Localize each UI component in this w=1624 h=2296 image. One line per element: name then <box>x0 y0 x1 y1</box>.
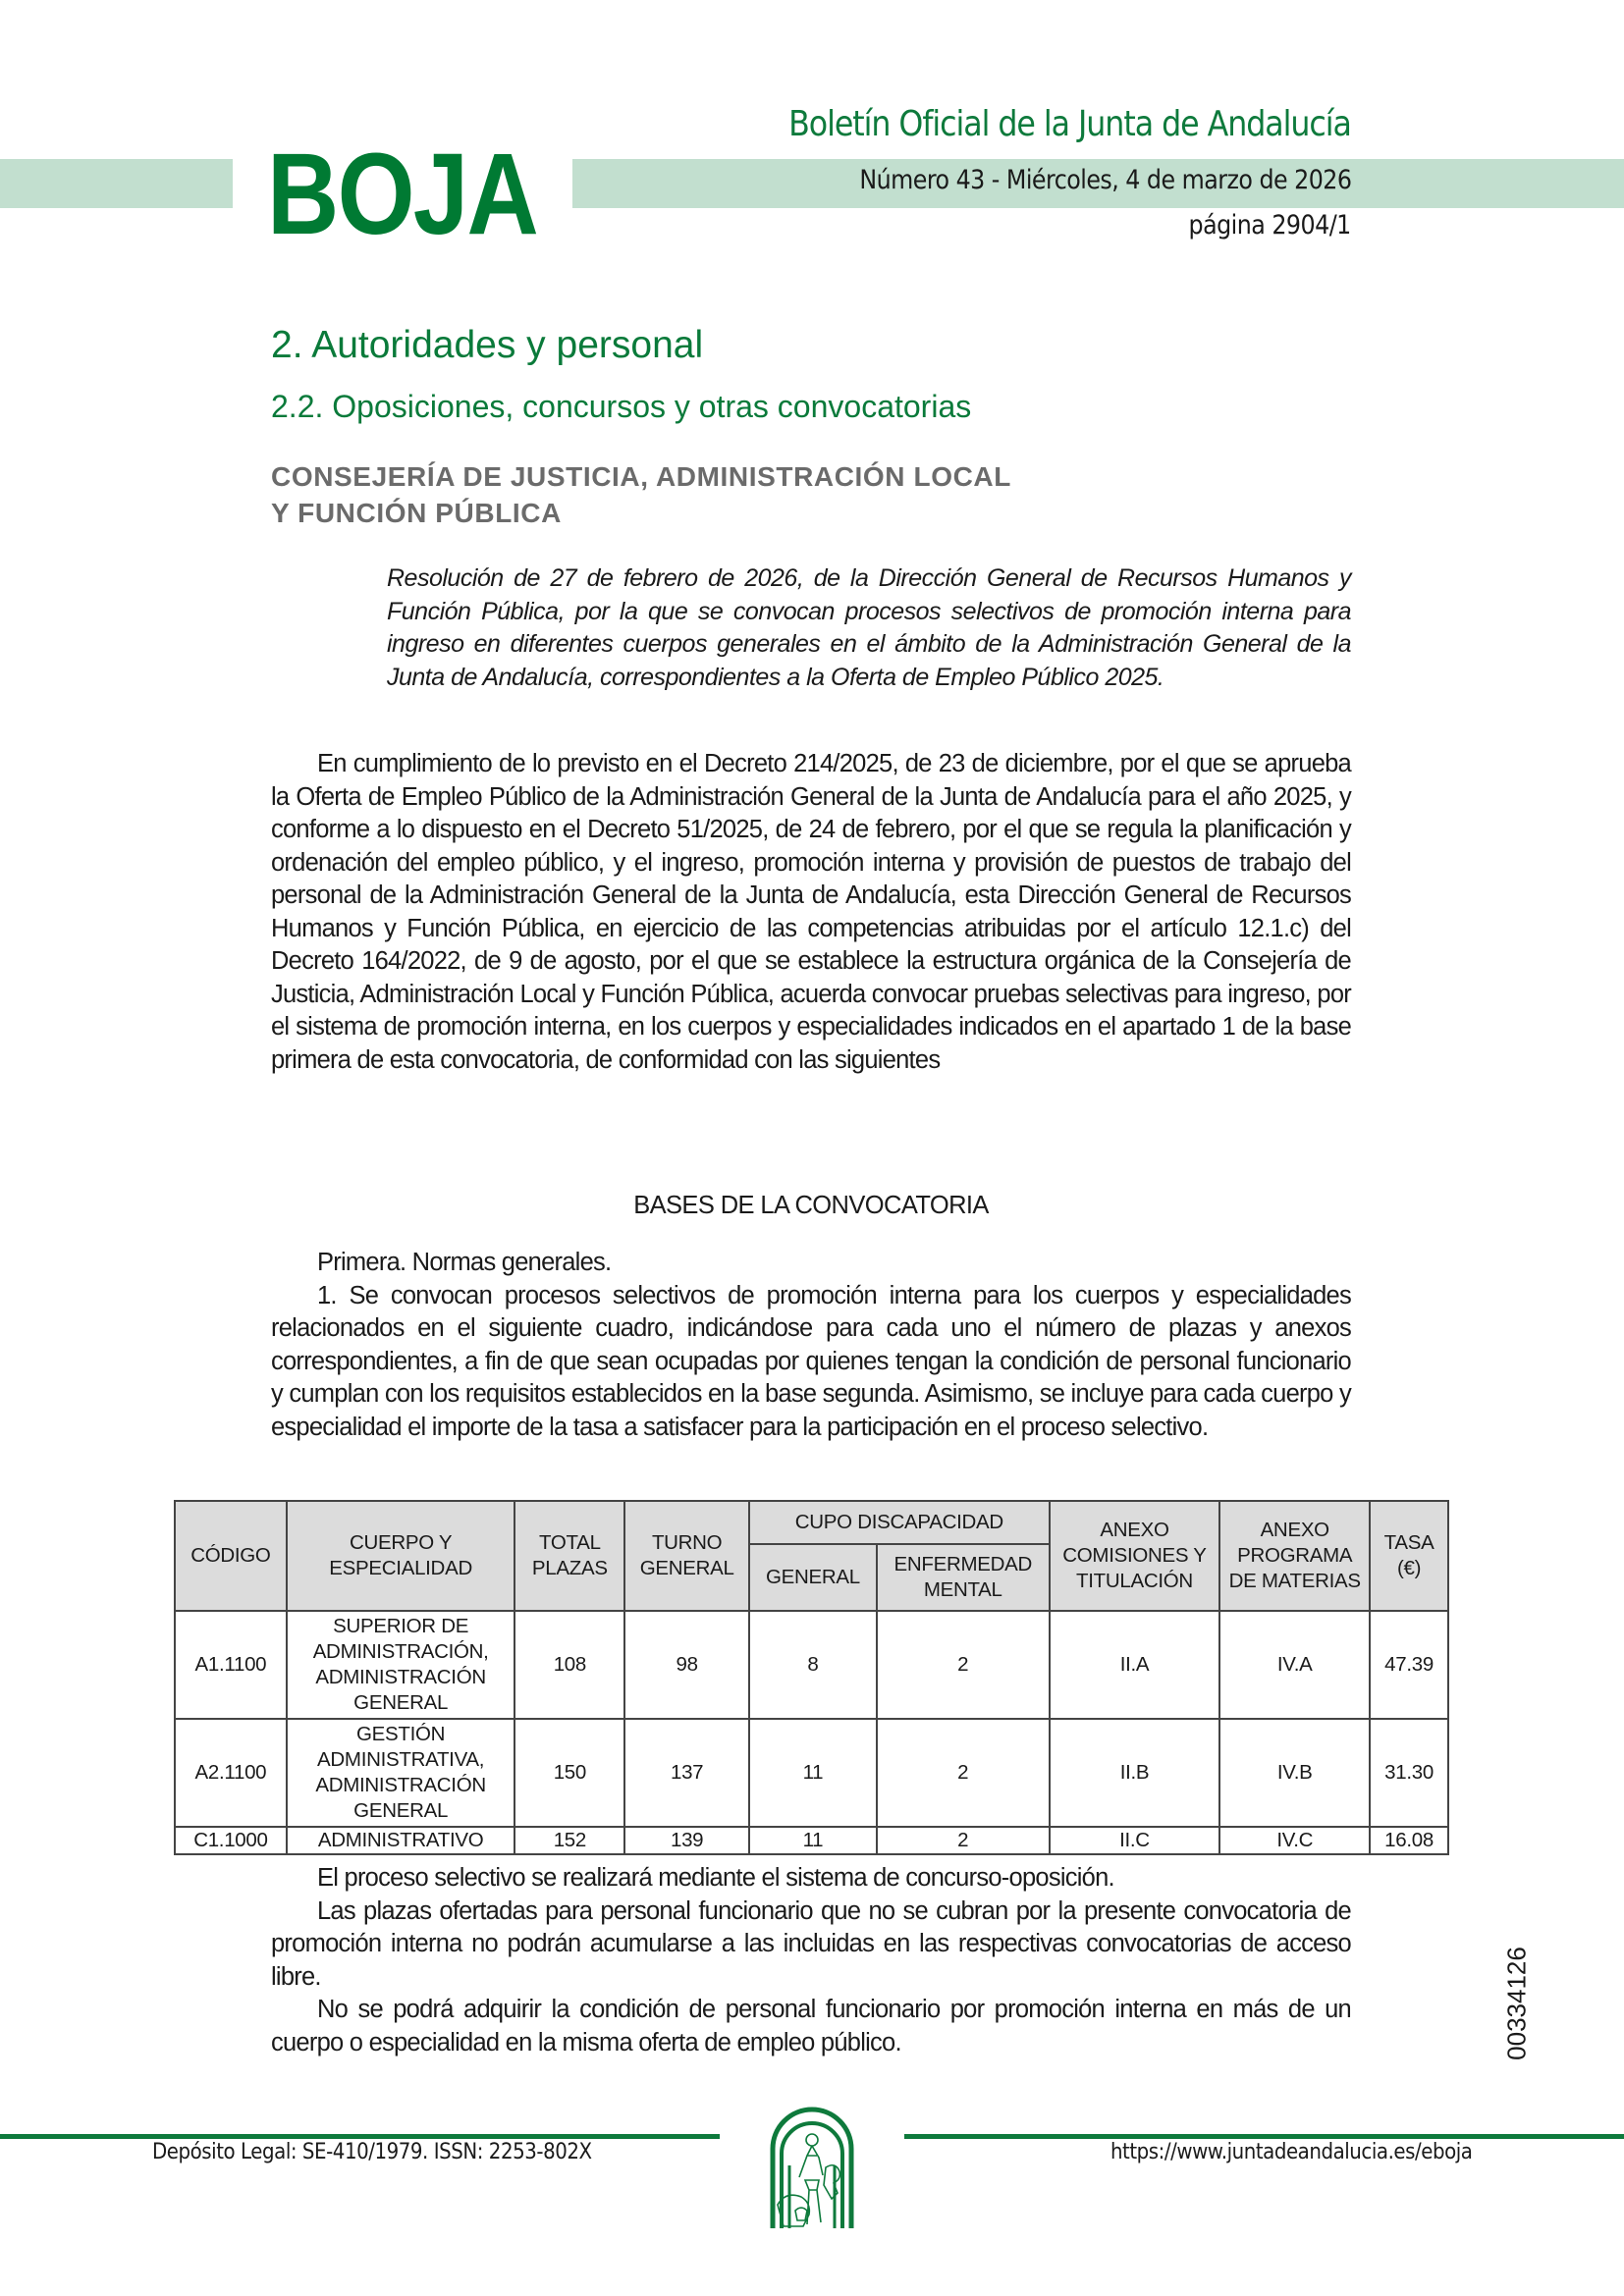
department-heading <box>271 458 1011 531</box>
cell-total: 108 <box>514 1611 624 1719</box>
cell-total: 152 <box>514 1827 624 1854</box>
cell-anexo-comisiones: II.C <box>1050 1827 1220 1854</box>
bases-title: BASES DE LA CONVOCATORIA <box>633 1192 989 1219</box>
cell-tasa: 31.30 <box>1370 1719 1448 1827</box>
cell-turno: 98 <box>624 1611 749 1719</box>
junta-andalucia-emblem-icon <box>770 2107 854 2228</box>
cell-cupo-general: 11 <box>749 1719 877 1827</box>
cell-cupo-enfermedad: 2 <box>877 1611 1050 1719</box>
after-table-block <box>271 1862 1351 2059</box>
cell-cuerpo: SUPERIOR DE ADMINISTRACIÓN, ADMINISTRACIÓN GENERAL <box>287 1611 515 1719</box>
after-table-paragraph-1: El proceso selectivo se realizará mediante el sistema de concurso-oposición. <box>317 1864 1114 1892</box>
page-number: página 2904/1 <box>1188 210 1351 240</box>
table-row <box>175 1719 1448 1827</box>
cell-total: 150 <box>514 1719 624 1827</box>
header-cuerpo: CUERPO Y ESPECIALIDAD <box>287 1501 515 1611</box>
cell-anexo-comisiones: II.B <box>1050 1719 1220 1827</box>
cell-cupo-general: 11 <box>749 1827 877 1854</box>
preamble-block <box>271 748 1351 1077</box>
header-cupo-general: GENERAL <box>749 1544 877 1611</box>
publication-title: Boletín Oficial de la Junta de Andalucía <box>788 104 1351 144</box>
header-anexo-programa: ANEXO PROGRAMA DE MATERIAS <box>1219 1501 1370 1611</box>
cell-turno: 139 <box>624 1827 749 1854</box>
footer-rule-left <box>0 2134 720 2139</box>
section-title: 2. Autoridades y personal <box>271 324 704 366</box>
header-total-plazas: TOTAL PLAZAS <box>514 1501 624 1611</box>
header-band-left <box>0 159 233 208</box>
header-tasa: TASA (€) <box>1370 1501 1448 1611</box>
issue-number-date: Número 43 - Miércoles, 4 de marzo de 2026 <box>858 165 1351 195</box>
cell-anexo-comisiones: II.A <box>1050 1611 1220 1719</box>
cell-codigo: C1.1000 <box>175 1827 287 1854</box>
document-code-vertical <box>1499 1944 1535 2063</box>
preamble-paragraph: En cumplimiento de lo previsto en el Decreto 214/2025, de 23 de diciembre, por el que se aprueba la Oferta de Empleo Público de la Administración General de la Junta de Andalucía para el año 2025, y conforme a lo dispuesto en el Decreto 51/2025, de 24 de febrero, por el que se regula la planificación y ordenación del empleo público, y el ingreso, promoción interna y provisión de puestos de trabajo del personal de la Administración General de la Junta de Andalucía, esta Dirección General de Recursos Humanos y Función Pública, en ejercicio de las competencias atribuidas por el artículo 12.1.c) del Decreto 164/2022, de 9 de agosto, por el que se establece la estructura orgánica de la Consejería de Justicia, Administración Local y Función Pública, acuerda convocar pruebas selectivas para ingreso, por el sistema de promoción interna, en los cuerpos y especialidades indicados en el apartado 1 de la base primera de esta convocatoria, de conformidad con las siguientes <box>271 750 1351 1074</box>
plazas-table <box>174 1500 1449 1855</box>
cell-cuerpo: ADMINISTRATIVO <box>287 1827 515 1854</box>
cell-cuerpo: GESTIÓN ADMINISTRATIVA, ADMINISTRACIÓN GENERAL <box>287 1719 515 1827</box>
footer-rule-right <box>904 2134 1624 2139</box>
table-row <box>175 1611 1448 1719</box>
cell-anexo-programa: IV.C <box>1219 1827 1370 1854</box>
department-line-2: Y FUNCIÓN PÚBLICA <box>271 498 562 528</box>
header-codigo: CÓDIGO <box>175 1501 287 1611</box>
cell-anexo-programa: IV.A <box>1219 1611 1370 1719</box>
footer-legal-deposit: Depósito Legal: SE-410/1979. ISSN: 2253-802X <box>152 2140 592 2164</box>
header-cupo-enfermedad-mental: ENFERMEDAD MENTAL <box>877 1544 1050 1611</box>
cell-anexo-programa: IV.B <box>1219 1719 1370 1827</box>
cell-cupo-enfermedad: 2 <box>877 1719 1050 1827</box>
cell-codigo: A2.1100 <box>175 1719 287 1827</box>
cell-tasa: 16.08 <box>1370 1827 1448 1854</box>
cell-codigo: A1.1100 <box>175 1611 287 1719</box>
table-header-row <box>175 1501 1448 1544</box>
after-table-paragraph-3: No se podrá adquirir la condición de personal funcionario por promoción interna en más de un cuerpo o especialidad en la misma oferta de empleo público. <box>271 1996 1351 2056</box>
primera-block <box>271 1247 1351 1444</box>
footer-url-link[interactable]: https://www.juntadeandalucia.es/eboja <box>1110 2140 1472 2164</box>
header-turno-general: TURNO GENERAL <box>624 1501 749 1611</box>
header-anexo-comisiones: ANEXO COMISIONES Y TITULACIÓN <box>1050 1501 1220 1611</box>
department-line-1: CONSEJERÍA DE JUSTICIA, ADMINISTRACIÓN LOCAL <box>271 461 1011 492</box>
subsection-title: 2.2. Oposiciones, concursos y otras convocatorias <box>271 389 972 424</box>
table-row <box>175 1827 1448 1854</box>
header-cupo-discapacidad: CUPO DISCAPACIDAD <box>749 1501 1050 1544</box>
cell-cupo-general: 8 <box>749 1611 877 1719</box>
primera-paragraph-1: 1. Se convocan procesos selectivos de promoción interna para los cuerpos y especialidades relacionados en el siguiente cuadro, indicándose para cada uno el número de plazas y anexos correspondientes, a fin de que sean ocupadas por quienes tengan la condición de personal funcionario y cumplan con los requisitos establecidos en la base segunda. Asimismo, se incluye para cada cuerpo y especialidad el importe de la tasa a satisfacer para la participación en el proceso selectivo. <box>271 1281 1351 1441</box>
primera-title: Primera. Normas generales. <box>317 1249 612 1276</box>
after-table-paragraph-2: Las plazas ofertadas para personal funcionario que no se cubran por la presente convocatoria de promoción interna no podrán acumularse a las incluidas en las respectivas convocatorias de acceso libre. <box>271 1896 1351 1991</box>
cell-turno: 137 <box>624 1719 749 1827</box>
resolution-summary: Resolución de 27 de febrero de 2026, de la Dirección General de Recursos Humanos y Función Pública, por la que se convocan procesos selectivos de promoción interna para ingreso en diferentes cuerpos generales en el ámbito de la Administración General de la Junta de Andalucía, correspondientes a la Oferta de Empleo Público 2025. <box>387 564 1351 691</box>
document-code-text: 00334126 <box>1501 1947 1532 2060</box>
boja-logo: BOJA <box>267 130 538 259</box>
cell-cupo-enfermedad: 2 <box>877 1827 1050 1854</box>
cell-tasa: 47.39 <box>1370 1611 1448 1719</box>
